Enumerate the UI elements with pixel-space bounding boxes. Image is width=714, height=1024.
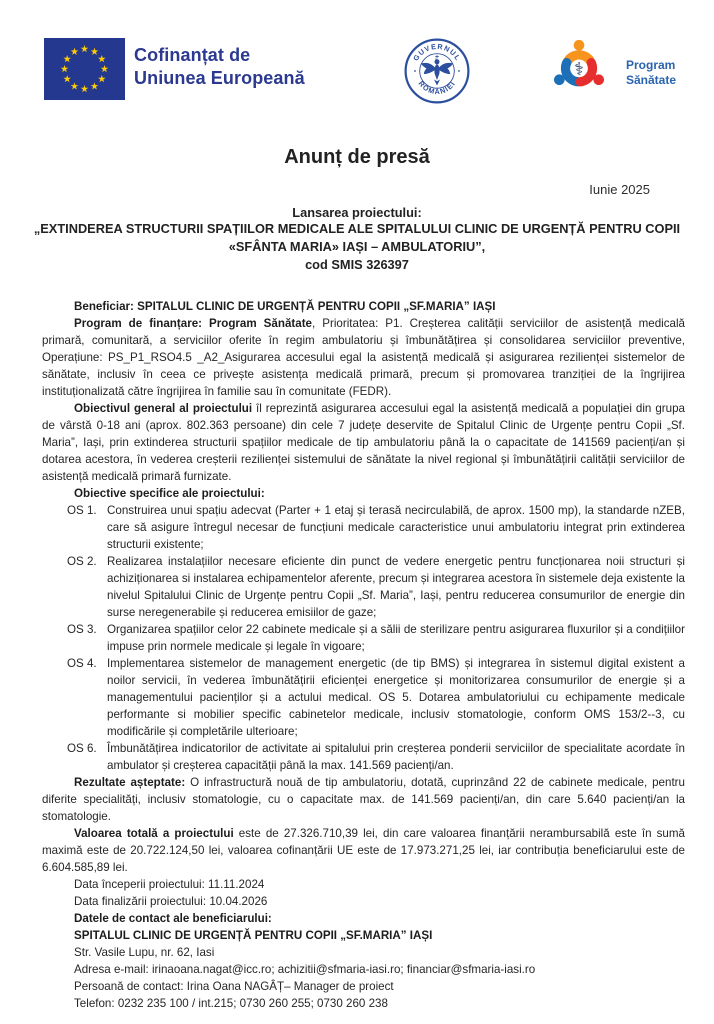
expected-results-paragraph: Rezultate așteptate: O infrastructură nouă de tip ambulatoriu, dotată, cuprinzând 22 de cabinete medicale, pentru diferite specialități, inclusiv stomatologie, cu o capacitate max. de 141.569 pacienți/an, din care 5.640 pacienți/an la stomatologie. [42, 776, 685, 823]
program-caption-line1: Program [626, 58, 676, 72]
beneficiary-name: SPITALUL CLINIC DE URGENȚĂ PENTRU COPII „SF.MARIA” IAȘI [74, 929, 433, 942]
program-sanatate-logo-icon [547, 33, 611, 97]
objective-item-3: OS 3. Organizarea spațiilor celor 22 cabinete medicale și a sălii de sterilizare pentru asigurarea fluxurilor și a condițiilor impuse prin normele medicale și legale în vigoare; [67, 623, 685, 653]
project-start-date: Data începerii proiectului: 11.11.2024 [74, 878, 265, 891]
specific-objectives-heading: Obiective specifice ale proiectului: [74, 487, 265, 500]
program-sanatate-caption [626, 58, 676, 88]
contact-heading: Datele de contact ale beneficiarului: [74, 912, 272, 925]
date-line: Iunie 2025 [589, 182, 650, 197]
objective-label-4: OS 4. [67, 657, 97, 670]
funding-program-paragraph: Program de finanțare: Program Sănătate, Prioritatea: P1. Creșterea calității serviciilor de asistență medicală primară, comunitară, a serviciilor oferite în regim ambulatoriu și îmbunătățirea și consolidarea serviciilor preventive, Operațiune: PS_P1_RSO4.5 _A2_Asigurarea accesului egal la asistență medicală și asigurarea rezilienței sistemelor de sănătate, inclusiv în ceea ce privește asistența medicală primară, precum și promovarea tranziției de la îngrijirea instituționalizată către îngrijirea în familie sau în comunitate (FEDR). [42, 317, 685, 398]
email-line: Adresa e-mail: irinaoana.nagat@icc.ro; achizitii@sfmaria-iasi.ro; financiar@sfmaria-iasi.ro [74, 963, 536, 976]
document-body [0, 298, 714, 1012]
objective-item-2: OS 2. Realizarea instalațiilor necesare eficiente din punct de vedere energetic pentru funcționarea noii structuri și achiziționarea si instalarea echipamentelor aferente, precum și integrarea acestora în sistemele deja existente la nivelul Spitalului Clinic de Urgențe pentru Copii „Sf. Maria”, Iași, pentru reducerea consumurilor de energie din surse neregenerabile și reducerea emisiilor de gaze; [67, 555, 685, 619]
street-address: Str. Vasile Lupu, nr. 62, Iasi [74, 946, 215, 959]
project-name-line2: «SFÂNTA MARIA» IAȘI – AMBULATORIU”, [228, 239, 486, 254]
total-value-label: Valoarea totală a proiectului [74, 827, 234, 840]
beneficiary-paragraph [42, 298, 685, 315]
expected-results-label: Rezultate așteptate: [74, 776, 186, 789]
smis-code: cod SMIS 326397 [305, 257, 409, 272]
project-name-line1: „EXTINDEREA STRUCTURII SPAȚIILOR MEDICALE ALE SPITALULUI CLINIC DE URGENȚĂ PENTRU COPII [33, 221, 681, 236]
page-title: Anunț de presă [284, 146, 430, 168]
funding-program-label: Program de finanțare: Program Sănătate [74, 317, 313, 330]
program-caption-line2: Sănătate [626, 73, 677, 87]
objective-label-2: OS 2. [67, 555, 97, 568]
beneficiary-label: Beneficiar: SPITALUL CLINIC DE URGENȚĂ PENTRU COPII „SF.MARIA” IAȘI [74, 300, 496, 313]
objective-label-3: OS 3. [67, 623, 97, 636]
eu-caption-line1: Cofinanțat de [134, 45, 251, 65]
project-end-date: Data finalizării proiectului: 10.04.2026 [74, 895, 268, 908]
general-objective-paragraph: Obiectivul general al proiectului îl reprezintă asigurarea accesului egal la asistență medicală a populației din grupa de vârstă 0-18 ani (aprox. 802.363 persoane) din cele 7 județe deservite de Spitalul Clinic de Urgențe pentru Copii „Sf. Maria”, Iași, prin extinderea structurii spațiilor medicale de tip ambulatoriu până la o capacitate de 141569 pacienți/an și dotarea acestora, în vederea creșterii rezilienței sistemului de sănătate la nivel regional și îmbunătățirii calității serviciilor de asistență medicală primară furnizate. [42, 402, 685, 483]
objective-item-6: OS 6. Îmbunătățirea indicatorilor de activitate ai spitalului prin creșterea ponderii serviciilor de specialitate acordate în ambulator și creșterea capacității până la max. 141.569 pacienți/an. [67, 742, 685, 772]
project-launch-label: Lansarea proiectului: [292, 205, 422, 220]
svg-text:GUVERNUL: GUVERNUL [411, 41, 463, 63]
objective-label-6: OS 6. [67, 742, 97, 755]
eu-cofunded-caption [134, 44, 305, 90]
caduceus-icon: ⚕ [574, 60, 584, 81]
general-objective-label: Obiectivul general al proiectului [74, 402, 253, 415]
header [0, 0, 714, 112]
svg-text:ROMÂNIEI: ROMÂNIEI [416, 79, 458, 97]
objective-item-4: OS 4. Implementarea sistemelor de management energetic (de tip BMS) și integrarea în sistemul digital existent a noilor servicii, în vederea îmbunătățirii eficienței energetice și monitorizarea consumurilor de energie și a managementului pacienților și a actului medical. OS 5. Dotarea ambulatoriului cu echipamente medicale performante si mobilier specific cabinetelor medicale, inclusiv stomatologie, conform OMS 153/2--3, cu modificările și completările ulterioare; [67, 657, 685, 738]
eu-caption-line2: Uniunea Europeană [134, 68, 305, 88]
government-of-romania-seal-icon [404, 38, 470, 104]
objective-item-1: OS 1. Construirea unui spațiu adecvat (Parter + 1 etaj și terasă necirculabilă, de aprox. 1500 mp), la standarde nZEB, care să asigure întregul necesar de funcțiuni medicale caracteristice unui ambulatoriu integrat prin extinderea structurii existente; [67, 504, 685, 551]
contact-person: Persoană de contact: Irina Oana NAGÂȚ– Manager de proiect [74, 980, 394, 993]
phone-line: Telefon: 0232 235 100 / int.215; 0730 260 255; 0730 260 238 [74, 997, 388, 1010]
objective-label-1: OS 1. [67, 504, 97, 517]
eu-flag-icon [44, 38, 125, 100]
total-value-paragraph: Valoarea totală a proiectului este de 27.326.710,39 lei, din care valoarea finanțării nerambursabilă este în sumă maximă este de 20.722.124,50 lei, valoarea cofinanțării UE este de 17.973.271,25 lei, iar contribuția beneficiarului este de 6.604.585,89 lei. [42, 827, 685, 874]
